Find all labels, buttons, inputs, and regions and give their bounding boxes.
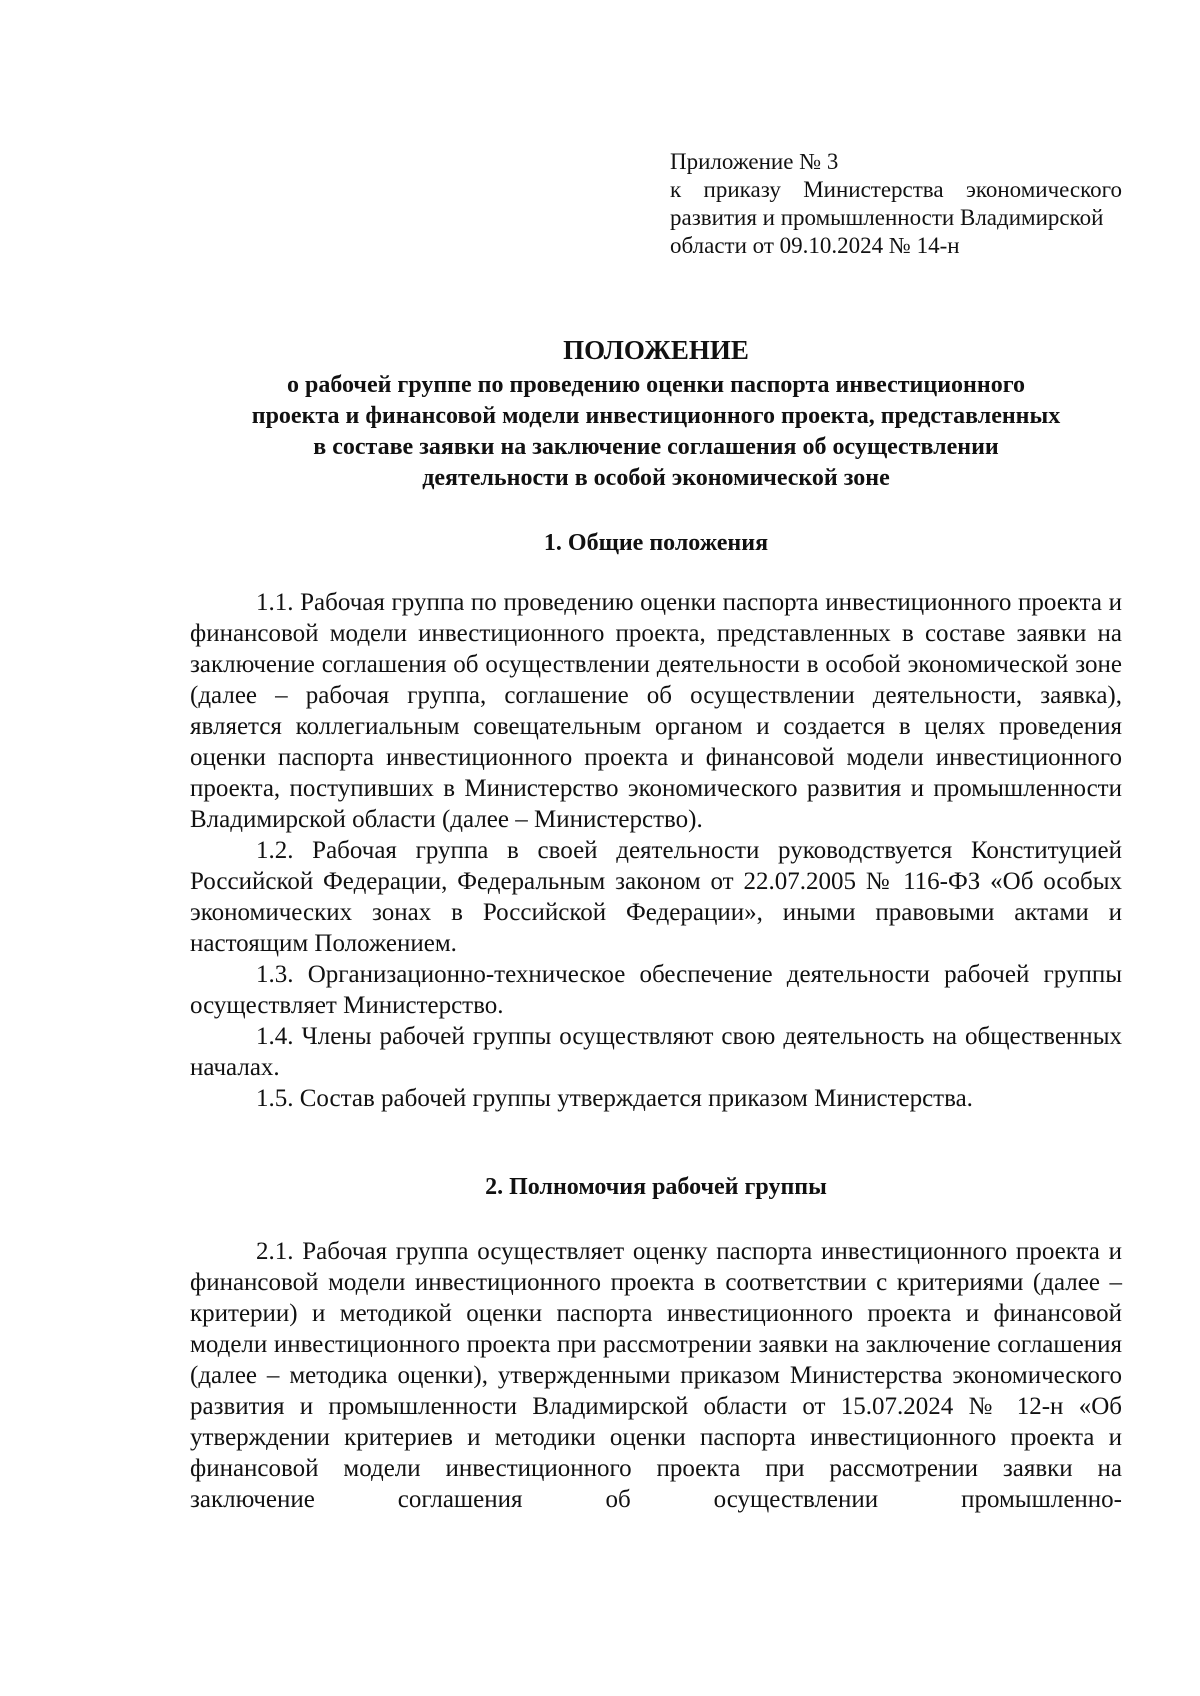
document-title-block [190, 332, 1122, 494]
section-1-heading: 1. Общие положения [543, 530, 769, 556]
appendix-order-date: области от 09.10.2024 № 14-н [670, 233, 960, 258]
appendix-note [670, 148, 1122, 260]
document-subtitle-line-2: проекта и финансовой модели инвестиционного проекта, представленных [251, 403, 1061, 429]
document-subtitle-line-3: в составе заявки на заключение соглашения об осуществлении [313, 434, 999, 460]
document-title: ПОЛОЖЕНИЕ [563, 335, 749, 365]
document-subtitle-line-4: деятельности в особой экономической зоне [422, 465, 890, 491]
paragraph-1-4: 1.4. Члены рабочей группы осуществляют свою деятельность на общественных началах. [190, 1023, 1122, 1081]
appendix-order-reference: к приказу Министерства экономического развития и промышленности Владимирской [670, 177, 1122, 230]
paragraph-1-1: 1.1. Рабочая группа по проведению оценки паспорта инвестиционного проекта и финансовой модели инвестиционного проекта, представленных в составе заявки на заключение соглашения об осуществлении деятельности в особой экономической зоне (далее – рабочая группа, соглашение об осуществлении деятельности, заявка), является коллегиальным совещательным органом и создается в целях проведения оценки паспорта инвестиционного проекта и финансовой модели инвестиционного проекта, поступивших в Министерство экономического развития и промышленности Владимирской области (далее – Министерство). [190, 589, 1122, 833]
appendix-number: Приложение № 3 [670, 149, 839, 174]
section-2-heading: 2. Полномочия рабочей группы [485, 1174, 827, 1200]
paragraph-2-1: 2.1. Рабочая группа осуществляет оценку паспорта инвестиционного проекта и финансовой модели инвестиционного проекта в соответствии с критериями (далее – критерии) и методикой оценки паспорта инвестиционного проекта и финансовой модели инвестиционного проекта при рассмотрении заявки на заключение соглашения (далее – методика оценки), утвержденными приказом Министерства экономического развития и промышленности Владимирской области от 15.07.2024 № 12-н «Об утверждении критериев и методики оценки паспорта инвестиционного проекта и финансовой модели инвестиционного проекта при рассмотрении заявки на заключение соглашения об осуществлении промышленно- [190, 1238, 1122, 1513]
paragraph-1-3: 1.3. Организационно-техническое обеспечение деятельности рабочей группы осуществляет Министерство. [190, 961, 1122, 1019]
document-subtitle-line-1: о рабочей группе по проведению оценки паспорта инвестиционного [287, 372, 1025, 398]
paragraph-1-5: 1.5. Состав рабочей группы утверждается приказом Министерства. [256, 1085, 973, 1112]
paragraph-1-2: 1.2. Рабочая группа в своей деятельности руководствуется Конституцией Российской Федерации, Федеральным законом от 22.07.2005 № 116-ФЗ «Об особых экономических зонах в Российской Федерации», иными правовыми актами и настоящим Положением. [190, 837, 1122, 957]
section-2-body [190, 1236, 1122, 1515]
section-1-body [190, 587, 1122, 1114]
